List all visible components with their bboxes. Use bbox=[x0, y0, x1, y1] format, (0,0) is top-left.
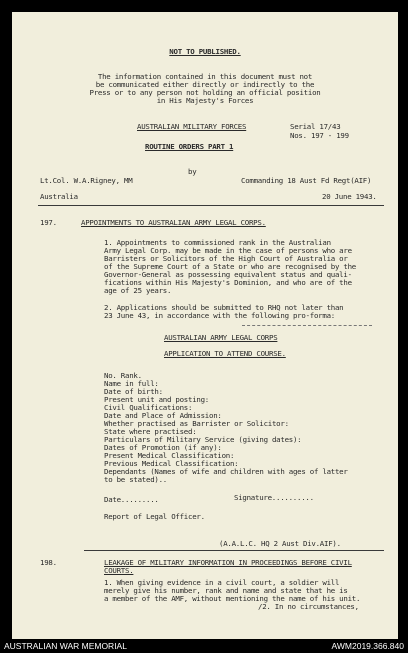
document-page bbox=[12, 12, 398, 639]
field-previous-medical: Previous Medical Classification: bbox=[104, 459, 239, 468]
issue-date: 20 June 1943. bbox=[322, 192, 377, 201]
field-promotion: Dates of Promotion (if any): bbox=[104, 443, 222, 452]
field-name: Name in full: bbox=[104, 379, 159, 388]
force-title: AUSTRALIAN MILITARY FORCES bbox=[137, 122, 247, 131]
order-198-heading-2: COURTS. bbox=[104, 566, 134, 575]
warning-line-4: in His Majesty's Forces bbox=[156, 96, 254, 105]
field-service: Particulars of Military Service (giving dates): bbox=[104, 435, 302, 444]
para-198-1-line-3: a member of the AMF, without mentioning the name of his unit. bbox=[104, 594, 361, 603]
order-numbers: Nos. 197 - 199 bbox=[290, 131, 349, 140]
routine-orders-title: ROUTINE ORDERS PART 1 bbox=[145, 142, 234, 151]
date-label: Date......... bbox=[104, 495, 159, 504]
separator bbox=[242, 325, 372, 326]
order-197-heading: APPOINTMENTS TO AUSTRALIAN ARMY LEGAL CORPS. bbox=[81, 218, 266, 227]
para-197-1-line-6: fications within His Majesty's Dominion, and who are of the bbox=[104, 278, 352, 287]
field-unit: Present unit and posting: bbox=[104, 395, 209, 404]
field-no-rank: No. Rank. bbox=[104, 371, 142, 380]
report-label: Report of Legal Officer. bbox=[104, 512, 205, 521]
field-admission: Date and Place of Admission: bbox=[104, 411, 222, 420]
archive-footer bbox=[0, 639, 408, 653]
para-197-2-line-2: 23 June 43, in accordance with the following pro-forma: bbox=[104, 311, 335, 320]
field-birth: Date of birth: bbox=[104, 387, 163, 396]
warning-line-1: The information contained in this document must not bbox=[97, 72, 313, 81]
para-197-1-line-1: 1. Appointments to commissioned rank in the Australian bbox=[104, 238, 331, 247]
order-198-heading-1: LEAKAGE OF MILITARY INFORMATION IN PROCEEDINGS BEFORE CIVIL bbox=[104, 558, 352, 567]
field-present-medical: Present Medical Classification: bbox=[104, 451, 235, 460]
para-197-1-line-4: of the Supreme Court of a State or who are recognised by the bbox=[104, 262, 356, 271]
para-197-1-line-3: Barristers or Solicitors of the High Court of Australia or bbox=[104, 254, 348, 263]
signature-label: Signature.......... bbox=[234, 493, 314, 502]
para-197-1-line-7: age of 25 years. bbox=[104, 286, 172, 295]
para-198-1-line-2: merely give his number, rank and name and state that he is bbox=[104, 586, 348, 595]
by-label: by bbox=[188, 167, 197, 176]
footer-catalogue-id: AWM2019.366.840 bbox=[331, 641, 404, 651]
field-qualifications: Civil Qualifications: bbox=[104, 403, 193, 412]
warning-line-2: be communicated either directly or indirectly to the bbox=[95, 80, 315, 89]
serial-number: Serial 17/43 bbox=[290, 122, 341, 131]
para-197-2-line-1: 2. Applications should be submitted to RHQ not later than bbox=[104, 303, 344, 312]
para-198-1-line-1: 1. When giving evidence in a civil court, a soldier will bbox=[104, 578, 340, 587]
warning-line-3: Press or to any person not holding an official position bbox=[89, 88, 321, 97]
classification-heading: NOT TO PUBLISHED. bbox=[169, 47, 241, 56]
form-title: AUSTRALIAN ARMY LEGAL CORPS bbox=[164, 333, 278, 342]
command-title: Commanding 18 Aust Fd Regt(AIF) bbox=[241, 176, 372, 185]
para-197-1-line-2: Army Legal Corp. may be made in the case of persons who are bbox=[104, 246, 352, 255]
field-state: State where practised: bbox=[104, 427, 197, 436]
officer-name: Lt.Col. W.A.Rigney, MM bbox=[40, 176, 133, 185]
header-rule bbox=[38, 205, 384, 206]
section-rule bbox=[84, 550, 384, 551]
para-197-1-line-5: Governor-General as possessing equivalent status and quali- bbox=[104, 270, 352, 279]
footer-institution: AUSTRALIAN WAR MEMORIAL bbox=[4, 641, 127, 651]
reference: (A.A.L.C. HQ 2 Aust Div.AIF). bbox=[219, 539, 341, 548]
order-198-number: 198. bbox=[40, 558, 57, 567]
continued-marker: /2. In no circumstances, bbox=[258, 602, 359, 611]
field-dependants-cont: to be stated).. bbox=[104, 475, 167, 484]
order-197-number: 197. bbox=[40, 218, 57, 227]
field-dependants: Dependants (Names of wife and children with ages of latter bbox=[104, 467, 348, 476]
place: Australia bbox=[40, 192, 78, 201]
field-practised: Whether practised as Barrister or Solicitor: bbox=[104, 419, 289, 428]
form-subtitle: APPLICATION TO ATTEND COURSE. bbox=[164, 349, 286, 358]
